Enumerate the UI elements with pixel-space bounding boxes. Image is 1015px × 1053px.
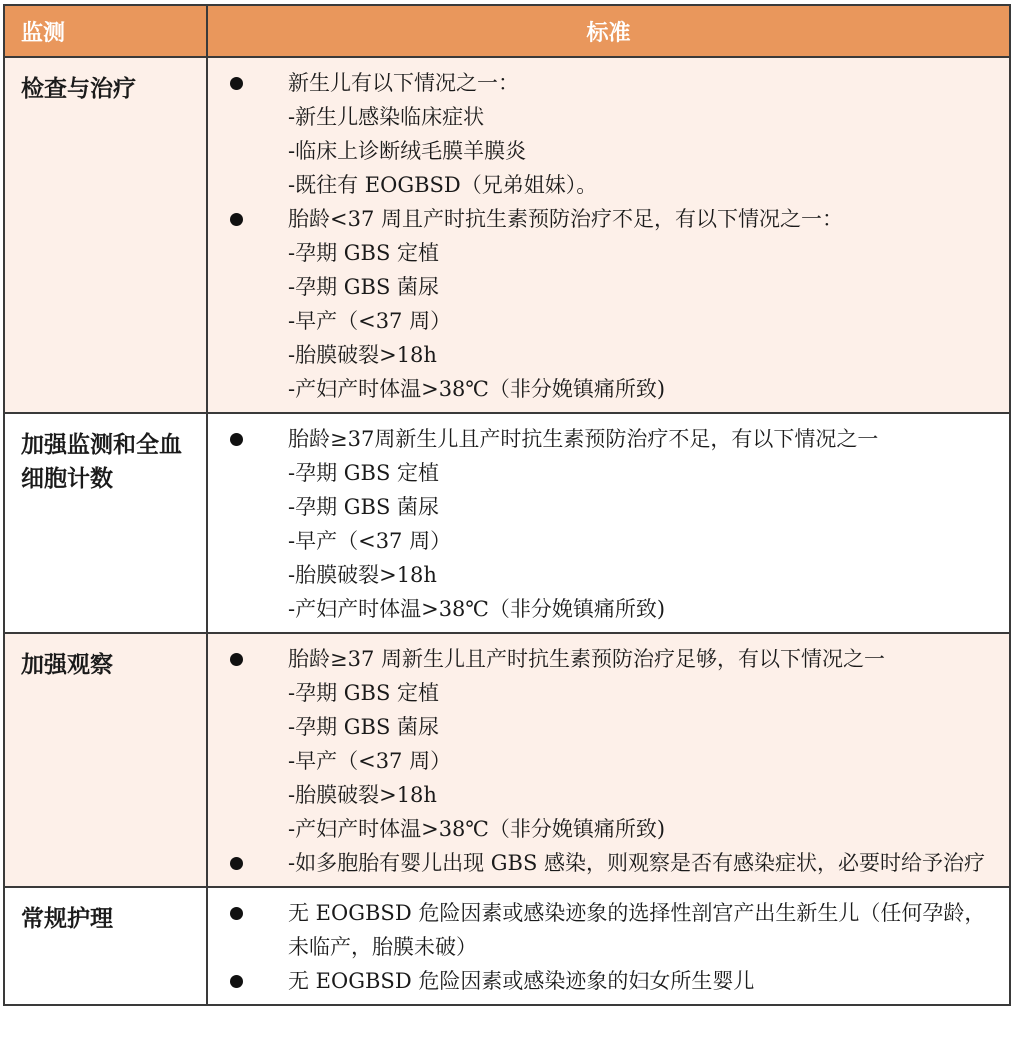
row-label: 加强监测和全血细胞计数 bbox=[4, 413, 207, 633]
sub-item: -早产（<37 周） bbox=[288, 529, 452, 553]
bullet-item bbox=[224, 846, 999, 880]
bullet-head: 胎龄≥37 周新生儿且产时抗生素预防治疗足够，有以下情况之一 bbox=[288, 647, 885, 671]
bullet-item bbox=[224, 66, 999, 100]
bullet-icon bbox=[230, 77, 243, 90]
row-criteria bbox=[207, 413, 1010, 633]
sub-item: -早产（<37 周） bbox=[288, 309, 452, 333]
bullet-item bbox=[224, 422, 999, 456]
sub-item: -孕期 GBS 定植 bbox=[288, 681, 440, 705]
bullet-head: 无 EOGBSD 危险因素或感染迹象的妇女所生婴儿 bbox=[288, 969, 755, 993]
sub-item: -孕期 GBS 菌尿 bbox=[288, 495, 440, 519]
bullet-icon bbox=[230, 975, 243, 988]
bullet-head: 无 EOGBSD 危险因素或感染迹象的选择性剖宫产出生新生儿（任何孕龄，未临产，胎膜未破） bbox=[288, 901, 986, 959]
sub-item: -产妇产时体温>38℃（非分娩镇痛所致) bbox=[288, 377, 666, 401]
sub-item: -孕期 GBS 菌尿 bbox=[288, 715, 440, 739]
bullet-head: 胎龄<37 周且产时抗生素预防治疗不足，有以下情况之一： bbox=[288, 207, 843, 231]
bullet-item bbox=[224, 202, 999, 236]
sub-item: -孕期 GBS 定植 bbox=[288, 461, 440, 485]
bullet-icon bbox=[230, 857, 243, 870]
sub-item: -孕期 GBS 定植 bbox=[288, 241, 440, 265]
table-row-exam-treatment bbox=[4, 57, 1010, 413]
sub-item: -临床上诊断绒毛膜羊膜炎 bbox=[288, 139, 527, 163]
row-criteria bbox=[207, 633, 1010, 887]
sub-item: -胎膜破裂>18h bbox=[288, 783, 437, 807]
bullet-icon bbox=[230, 213, 243, 226]
bullet-icon bbox=[230, 907, 243, 920]
sub-item: -孕期 GBS 菌尿 bbox=[288, 275, 440, 299]
table-row-routine-care bbox=[4, 887, 1010, 1005]
table-row-enhanced-observation bbox=[4, 633, 1010, 887]
bullet-head: 新生儿有以下情况之一： bbox=[288, 71, 519, 95]
bullet-item bbox=[224, 896, 999, 964]
bullet-icon bbox=[230, 433, 243, 446]
header-criteria: 标准 bbox=[207, 5, 1010, 57]
row-criteria bbox=[207, 887, 1010, 1005]
bullet-head: -如多胞胎有婴儿出现 GBS 感染，则观察是否有感染症状，必要时给予治疗 bbox=[288, 851, 986, 875]
row-label: 加强观察 bbox=[4, 633, 207, 887]
row-label: 常规护理 bbox=[4, 887, 207, 1005]
sub-item: -产妇产时体温>38℃（非分娩镇痛所致) bbox=[288, 817, 666, 841]
bullet-item bbox=[224, 642, 999, 676]
table-row-enhanced-monitoring bbox=[4, 413, 1010, 633]
bullet-item bbox=[224, 964, 999, 998]
bullet-icon bbox=[230, 653, 243, 666]
sub-item: -早产（<37 周） bbox=[288, 749, 452, 773]
row-criteria bbox=[207, 57, 1010, 413]
header-monitoring: 监测 bbox=[4, 5, 207, 57]
bullet-head: 胎龄≥37周新生儿且产时抗生素预防治疗不足，有以下情况之一 bbox=[288, 427, 879, 451]
row-label: 检查与治疗 bbox=[4, 57, 207, 413]
sub-item: -既往有 EOGBSD（兄弟姐妹）。 bbox=[288, 173, 598, 197]
sub-item: -胎膜破裂>18h bbox=[288, 343, 437, 367]
criteria-table bbox=[3, 4, 1009, 1006]
sub-item: -产妇产时体温>38℃（非分娩镇痛所致) bbox=[288, 597, 666, 621]
sub-item: -胎膜破裂>18h bbox=[288, 563, 437, 587]
table-header-row bbox=[4, 5, 1010, 57]
sub-item: -新生儿感染临床症状 bbox=[288, 105, 485, 129]
